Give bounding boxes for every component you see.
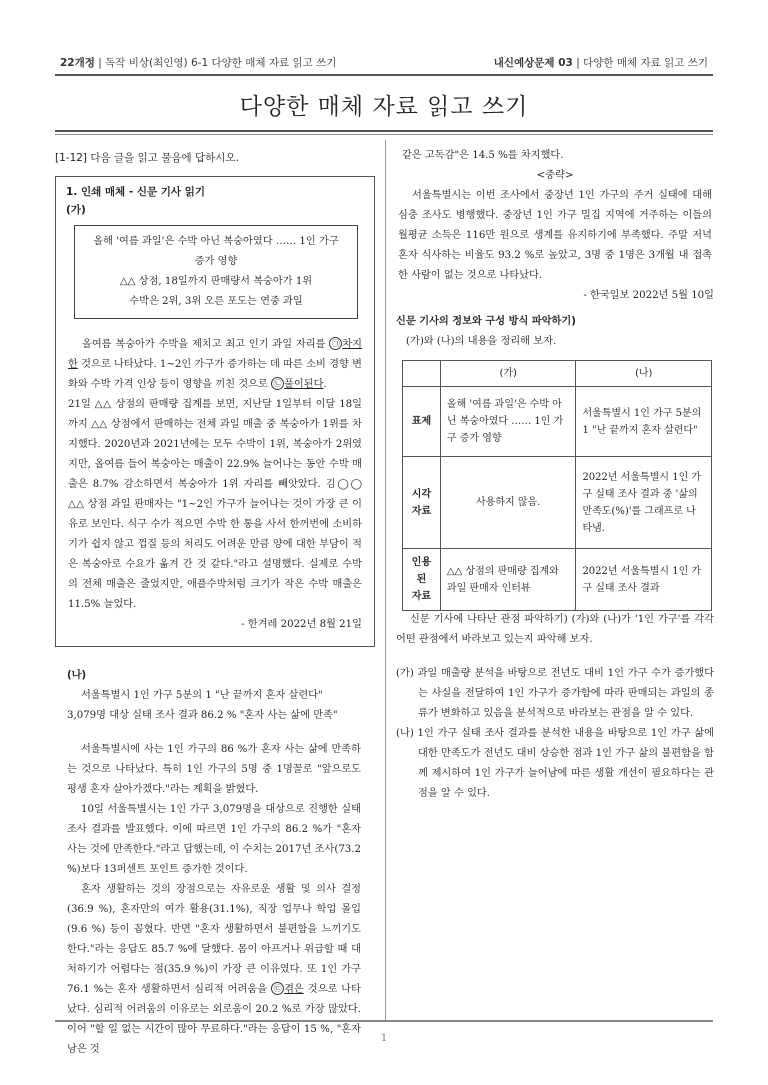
table-col-header: (가) — [440, 361, 576, 387]
headline-na-1: 서울특별시 1인 가구 5분의 1 "난 끝까지 혼자 살련다" — [81, 690, 323, 701]
headline-line: 수박은 2위, 3위 오른 포도는 연중 과일 — [129, 296, 303, 307]
answer-list — [396, 664, 714, 804]
article-paragraph: 서울특별시에 사는 1인 가구의 86 %가 혼자 사는 삶에 만족하는 것으로 나타났다. 특히 1인 가구의 5명 중 1명꼴로 "앞으로도 평생 혼자 살아가겠다."라는 계획을 밝혔다. — [67, 744, 361, 795]
summary-table — [402, 360, 712, 611]
title-rule-bottom — [55, 134, 713, 135]
article-source: - 한겨레 2022년 8월 21일 — [241, 619, 362, 630]
header-left: 22개정 | 독작 비상(최인영) 6-1 다양한 매체 자료 읽고 쓰기 — [60, 57, 337, 69]
table-cell: 올해 '여름 과일'은 수박 아닌 복숭아였다 …… 1인 가구 증가 영향 — [440, 387, 576, 457]
answer-item-ga: (가) 과일 매출량 분석을 바탕으로 전년도 대비 1인 가구 수가 증가했다는 사실을 전달하여 1인 가구가 증가함에 따라 판매되는 과일의 종류가 변화하고 있음을 분석적으로 바라보는 관점을 알 수 있다. — [396, 668, 714, 719]
table-cell: 사용하지 않음. — [440, 457, 576, 549]
article-paragraph: 서울특별시는 이번 조사에서 중장년 1인 가구의 주거 실태에 대해 심층 조사도 병행했다. 중장년 1인 가구 밀집 지역에 거주하는 이들의 월평균 소득은 116만 원으로 생계를 유지하기에 부족했다. 주말 저녁 혼자 식사하는 비율도 93.2 %로 높았고, 3명 중 1명은 3개월 내 접촉한 사람이 없는 것으로 나타났다. — [398, 190, 712, 281]
answer-item-na: (나) 1인 가구 실태 조사 결과를 분석한 내용을 바탕으로 1인 가구 삶에 대한 만족도가 전년도 대비 상승한 점과 1인 가구 삶의 불편함을 함께 제시하여 1인 가구가 늘어남에 따른 생활 개선이 필요하다는 관점을 알 수 있다. — [396, 728, 714, 799]
table-col-header: (나) — [576, 361, 712, 387]
article-paragraph: 10일 서울특별시는 1인 가구 3,079명을 대상으로 진행한 실태 조사 결과를 발표했다. 이에 따르면 1인 가구의 86.2 %가 "혼자 사는 것에 만족한다."라고 답했는데, 이 수치는 2017년 조사(73.2 %)보다 13퍼센트 포인트 증가한 것이다. — [67, 804, 361, 875]
section3-text: 신문 기사에 나타난 관점 파악하기) (가)와 (나)가 '1인 가구'를 각각 어떤 관점에서 바라보고 있는지 파악해 보자. — [396, 614, 714, 645]
page-title: 다양한 매체 자료 읽고 쓰기 — [239, 94, 529, 120]
mark-circle-1: ㉠ — [329, 337, 342, 350]
table-row-header: 인용 된 자료 — [403, 549, 441, 611]
article-ga-box — [55, 176, 375, 647]
table-cell: 2022년 서울특별시 1인 가구 실태 조사 결과 — [576, 549, 712, 611]
article-na — [55, 666, 373, 1060]
article-na-body — [67, 740, 361, 1060]
section-heading: 1. 인쇄 매체 - 신문 기사 읽기 — [66, 186, 206, 198]
article-na-continued — [396, 146, 714, 306]
omission-mark: <중략> — [536, 170, 574, 181]
section-2 — [396, 312, 714, 352]
title-rule-top — [55, 130, 713, 132]
section-3 — [396, 610, 714, 650]
header-rule — [55, 74, 713, 76]
table-cell: 2022년 서울특별시 1인 가구 실태 조사 결과 중 '삶의 만족도(%)'를 그래프로 나타냄. — [576, 457, 712, 549]
headline-box-ga — [74, 225, 358, 319]
section2-heading: 신문 기사의 정보와 구성 방식 파악하기) — [396, 316, 576, 327]
headline-line: △△ 상점, 18일까지 판매량서 복숭아가 1위 — [119, 276, 313, 287]
mark-circle-2: ㉡ — [271, 377, 284, 390]
continued-text: 같은 고독감"은 14.5 %를 차지했다. — [402, 150, 564, 161]
headline-line: 올해 '여름 과일'은 수박 아닌 복숭아였다 …… 1인 가구 — [93, 236, 339, 247]
label-ga: (가) — [66, 204, 86, 216]
table-row-header: 표제 — [403, 387, 441, 457]
column-divider — [385, 140, 386, 1020]
article-paragraph: 올여름 복숭아가 수박을 제치고 최고 인기 과일 자리를 ㉠ 차지한 것으로 나타났다. 1~2인 가구가 증가하는 데 따른 소비 경향 변화와 수박 가격 인상 등이 영향을 끼친 것으로 ㉡ 풀이된다. — [68, 339, 362, 390]
article-ga-body — [68, 335, 362, 635]
table-corner — [403, 361, 441, 387]
mark-circle-3: ㉢ — [271, 982, 284, 995]
table-cell: 서울특별시 1인 가구 5분의 1 "난 끝까지 혼자 살련다" — [576, 387, 712, 457]
headline-na-2: 3,079명 대상 실태 조사 결과 86.2 % "혼자 사는 삶에 만족" — [67, 710, 338, 721]
article-paragraph: 혼자 생활하는 것의 장점으로는 자유로운 생활 및 의사 결정(36.9 %), 혼자만의 여가 활용(31.1%), 직장 업무나 학업 몰입(9.6 %) 등이 꼽혔다. 반면 "혼자 생활하면서 불편함을 느끼기도 한다."라는 응답도 85.7 %에 달했다. 몸이 아프거나 위급할 때 대처하기가 어렵다는 점(35.9 %)이 가장 큰 이유였다. 또 1인 가구 76.1 %는 혼자 생활하면서 심리적 어려움을 ㉢ 겪은 것으로 나타났다. 심리적 어려움의 이유로는 외로움이 20.2 %로 가장 많았다. 이어 "할 일 없는 시간이 많아 무료하다."라는 응답이 15 %, "혼자 남은 것 — [67, 884, 361, 1055]
label-na: (나) — [67, 670, 87, 681]
table-row-header: 시각 자료 — [403, 457, 441, 549]
section2-subtext: (가)와 (나)의 내용을 정리해 보자. — [406, 336, 557, 347]
table-cell: △△ 상점의 판매량 집계와 과일 판매자 인터뷰 — [440, 549, 576, 611]
header-right: 내신예상문제 03 | 다양한 매체 자료 읽고 쓰기 — [493, 57, 708, 69]
instruction: [1-12] 다음 글을 읽고 물음에 답하시오. — [55, 152, 239, 164]
headline-line: 증가 영향 — [194, 256, 238, 267]
article-paragraph: 21일 △△ 상점의 판매량 집계를 보면, 지난달 1일부터 이달 18일까지 △△ 상점에서 판매하는 전체 과일 매출 중 복숭아가 1위를 차지했다. 2020년과 2021년에는 모두 수박이 1위, 복숭아가 2위였지만, 올여름 들어 복숭아는 매출이 22.9% 늘어나는 동안 수박 매출은 8.7% 감소하면서 복숭아가 1위 자리를 빼앗았다. 김◯◯ △△ 상점 과일 판매자는 "1~2인 가구가 늘어나는 것이 가장 큰 이유로 보인다. 식구 수가 적으면 수박 한 통을 사서 한꺼번에 소비하기가 쉽지 않고 껍질 등의 처리도 어려운 만큼 양에 대한 부담이 적은 복숭아로 수요가 옮겨 간 것 같다."라고 설명했다. 실제로 수박의 전체 매출은 줄었지만, 애플수박처럼 크기가 작은 수박 매출은 11.5% 늘었다. — [68, 399, 362, 610]
page-number: 1 — [380, 1033, 388, 1044]
footer-rule — [55, 1020, 713, 1022]
article-source: - 한국일보 2022년 5월 10일 — [583, 290, 714, 301]
